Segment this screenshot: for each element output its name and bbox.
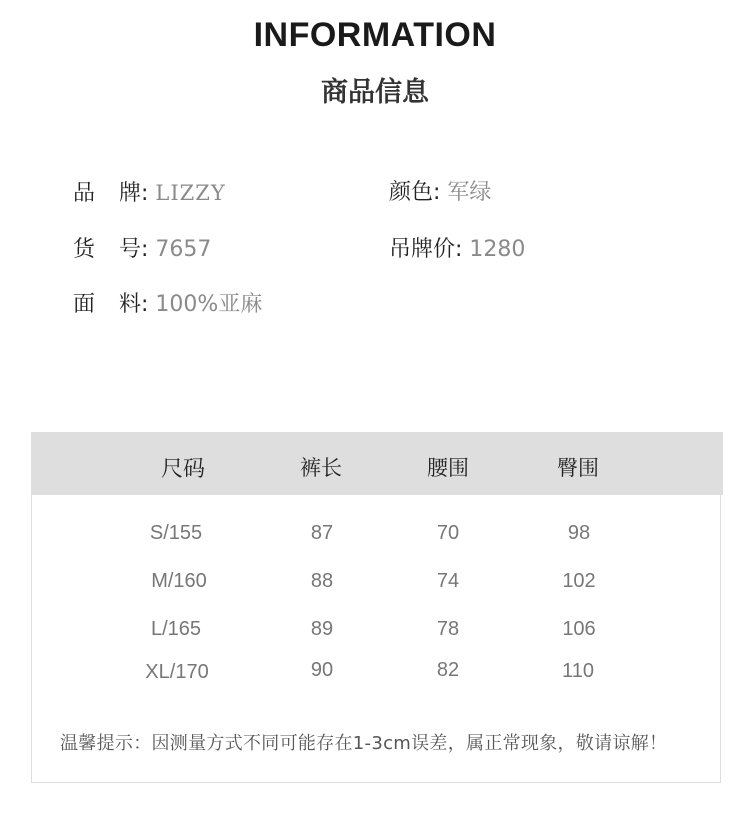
- info-color: [389, 179, 491, 207]
- size-table: [31, 432, 721, 783]
- price-label: 吊牌价:: [389, 237, 463, 262]
- info-item-number: [73, 236, 211, 264]
- cell-waist: 74: [436, 570, 460, 592]
- item-label-suffix: 号:: [119, 237, 149, 262]
- cell-waist: 82: [436, 659, 460, 681]
- item-label-char: 货: [73, 237, 96, 262]
- cell-size: L/165: [150, 618, 202, 640]
- cell-pants-length: 88: [310, 570, 334, 592]
- brand-value: LIZZY: [155, 181, 226, 205]
- info-tag-price: [389, 236, 525, 264]
- cell-hip: 110: [562, 660, 594, 682]
- info-brand: [73, 179, 226, 208]
- brand-label-suffix: 牌:: [119, 181, 149, 206]
- measurement-note: 温馨提示：因测量方式不同可能存在1-3cm误差，属正常现象，敬请谅解！: [60, 733, 668, 754]
- item-label: [73, 237, 148, 262]
- cell-hip: 102: [562, 570, 596, 592]
- price-value: 1280: [469, 237, 526, 262]
- brand-label-char: 品: [73, 181, 96, 206]
- cell-hip: 106: [562, 618, 596, 640]
- header-hip: 臀围: [557, 456, 599, 480]
- cell-waist: 70: [436, 522, 460, 544]
- cell-size: XL/170: [145, 661, 209, 683]
- cell-size: S/155: [149, 522, 203, 544]
- info-fabric: [73, 291, 262, 319]
- color-value: 军绿: [447, 180, 492, 205]
- cell-hip: 98: [567, 522, 591, 544]
- size-table-header: [31, 432, 723, 495]
- title-chinese: 商品信息: [321, 77, 429, 108]
- color-label: 颜色:: [389, 180, 441, 205]
- item-value: 7657: [155, 237, 212, 262]
- cell-pants-length: 87: [310, 522, 334, 544]
- header-size: 尺码: [160, 457, 206, 482]
- title-english: INFORMATION: [253, 16, 497, 54]
- cell-pants-length: 89: [310, 618, 334, 640]
- fabric-label-suffix: 料:: [119, 292, 149, 317]
- brand-label: [73, 181, 148, 206]
- fabric-label: [73, 292, 148, 317]
- fabric-label-char: 面: [73, 292, 96, 317]
- cell-pants-length: 90: [310, 659, 334, 681]
- header-pants-length: 裤长: [300, 456, 342, 480]
- header-waist: 腰围: [427, 456, 469, 480]
- cell-size: M/160: [151, 570, 207, 592]
- cell-waist: 78: [436, 618, 460, 640]
- fabric-value: 100%亚麻: [155, 292, 263, 317]
